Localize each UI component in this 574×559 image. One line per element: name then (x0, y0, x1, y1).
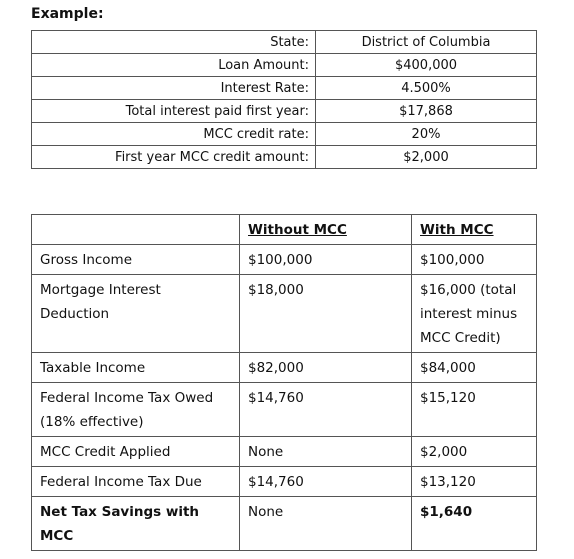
summary-value: 4.500% (316, 77, 537, 100)
row-label: Gross Income (32, 245, 240, 275)
with-mcc-value: $2,000 (412, 437, 537, 467)
row-label: Taxable Income (32, 353, 240, 383)
without-mcc-value: None (240, 497, 412, 551)
summary-label: Interest Rate: (32, 77, 316, 100)
summary-row-mcc-rate (32, 123, 537, 146)
with-mcc-value: $100,000 (412, 245, 537, 275)
summary-row-interest-rate (32, 77, 537, 100)
summary-label: MCC credit rate: (32, 123, 316, 146)
loan-summary-table (31, 30, 537, 169)
without-mcc-value: $14,760 (240, 383, 412, 437)
summary-row-mcc-amount (32, 146, 537, 169)
with-mcc-value: $13,120 (412, 467, 537, 497)
table-row (32, 275, 537, 353)
summary-value: $2,000 (316, 146, 537, 169)
row-label: Net Tax Savings with MCC (32, 497, 240, 551)
summary-row-total-interest (32, 100, 537, 123)
row-label: MCC Credit Applied (32, 437, 240, 467)
mcc-comparison-table (31, 214, 537, 551)
header-with-mcc: With MCC (412, 215, 537, 245)
table-row (32, 245, 537, 275)
with-mcc-value: $15,120 (412, 383, 537, 437)
without-mcc-value: $82,000 (240, 353, 412, 383)
table-row (32, 467, 537, 497)
summary-row-loan-amount (32, 54, 537, 77)
table-row (32, 437, 537, 467)
with-mcc-value: $1,640 (412, 497, 537, 551)
header-without-mcc: Without MCC (240, 215, 412, 245)
without-mcc-value: $14,760 (240, 467, 412, 497)
without-mcc-value: None (240, 437, 412, 467)
table-row-net-savings (32, 497, 537, 551)
row-label: Federal Income Tax Owed (18% effective) (32, 383, 240, 437)
with-mcc-value: $84,000 (412, 353, 537, 383)
row-label: Mortgage Interest Deduction (32, 275, 240, 353)
summary-value: $400,000 (316, 54, 537, 77)
summary-label: First year MCC credit amount: (32, 146, 316, 169)
summary-label: State: (32, 31, 316, 54)
summary-value: 20% (316, 123, 537, 146)
without-mcc-value: $18,000 (240, 275, 412, 353)
summary-label: Total interest paid first year: (32, 100, 316, 123)
table-row (32, 383, 537, 437)
row-label: Federal Income Tax Due (32, 467, 240, 497)
without-mcc-value: $100,000 (240, 245, 412, 275)
summary-value: District of Columbia (316, 31, 537, 54)
with-mcc-value: $16,000 (total interest minus MCC Credit) (412, 275, 537, 353)
example-title: Example: (31, 6, 104, 22)
summary-row-state (32, 31, 537, 54)
summary-value: $17,868 (316, 100, 537, 123)
header-blank (32, 215, 240, 245)
table-row (32, 353, 537, 383)
comparison-header-row (32, 215, 537, 245)
summary-label: Loan Amount: (32, 54, 316, 77)
